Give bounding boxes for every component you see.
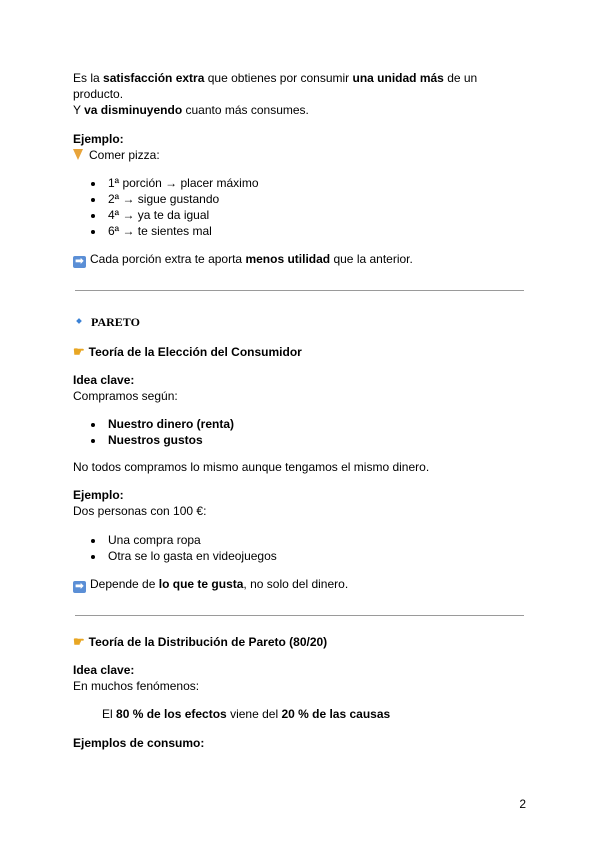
list-item: 2ª → sigue gustando: [108, 192, 220, 206]
divider: [75, 615, 524, 616]
pizza-icon: [73, 149, 83, 160]
pointing-hand-icon: ☛: [73, 344, 85, 359]
note-text: No todos compramos lo mismo aunque tengamos el mismo dinero.: [73, 460, 430, 474]
bullet-icon: [91, 214, 95, 218]
ejemplo-conclusion: ➡ Cada porción extra te aporta menos utilidad que la anterior.: [73, 252, 413, 268]
right-arrow-icon: ➡: [73, 581, 86, 593]
list-item: Nuestro dinero (renta): [108, 417, 235, 431]
bullet-icon: [91, 230, 95, 234]
pareto-quote: El 80 % de los efectos viene del 20 % de las causas: [102, 707, 391, 721]
ejemplo-heading: Ejemplo:: [73, 132, 124, 146]
intro-line-3: Y va disminuyendo cuanto más consumes.: [73, 103, 309, 117]
intro-line-1: Es la satisfacción extra que obtienes por consumir una unidad más de un: [73, 71, 478, 85]
right-arrow-icon: ➡: [73, 256, 86, 268]
bullet-icon: [91, 539, 95, 543]
section-label: PARETO: [91, 315, 140, 329]
idea-heading: Idea clave:: [73, 663, 135, 677]
list-item: Nuestros gustos: [108, 433, 203, 447]
idea-text: En muchos fenómenos:: [73, 679, 200, 693]
divider: [75, 290, 524, 291]
bullet-icon: [91, 555, 95, 559]
list-item: Una compra ropa: [108, 533, 201, 547]
bullet-icon: [91, 423, 95, 427]
ejemplo-heading: Ejemplo:: [73, 488, 124, 502]
intro-line-2: producto.: [73, 87, 124, 101]
list-item: 6ª → te sientes mal: [108, 224, 212, 238]
idea-text: Compramos según:: [73, 389, 178, 403]
ejemplos-heading: Ejemplos de consumo:: [73, 736, 205, 750]
list-item: Otra se lo gasta en videojuegos: [108, 549, 277, 563]
idea-heading: Idea clave:: [73, 373, 135, 387]
bullet-icon: [91, 198, 95, 202]
page-number: 2: [519, 797, 526, 811]
bullet-icon: [91, 182, 95, 186]
list-item: 1ª porción → placer máximo: [108, 176, 259, 190]
ejemplo-intro: Comer pizza:: [73, 148, 160, 163]
diamond-bullet-icon: [76, 318, 82, 324]
bullet-icon: [91, 439, 95, 443]
eleccion-conclusion: ➡ Depende de lo que te gusta, no solo del dinero.: [73, 577, 348, 593]
pointing-hand-icon: ☛: [73, 634, 85, 649]
section-title: ☛ Teoría de la Elección del Consumidor: [73, 344, 302, 359]
list-item: 4ª → ya te da igual: [108, 208, 210, 222]
ejemplo-text: Dos personas con 100 €:: [73, 504, 207, 518]
section-title: ☛ Teoría de la Distribución de Pareto (80/20): [73, 634, 328, 649]
